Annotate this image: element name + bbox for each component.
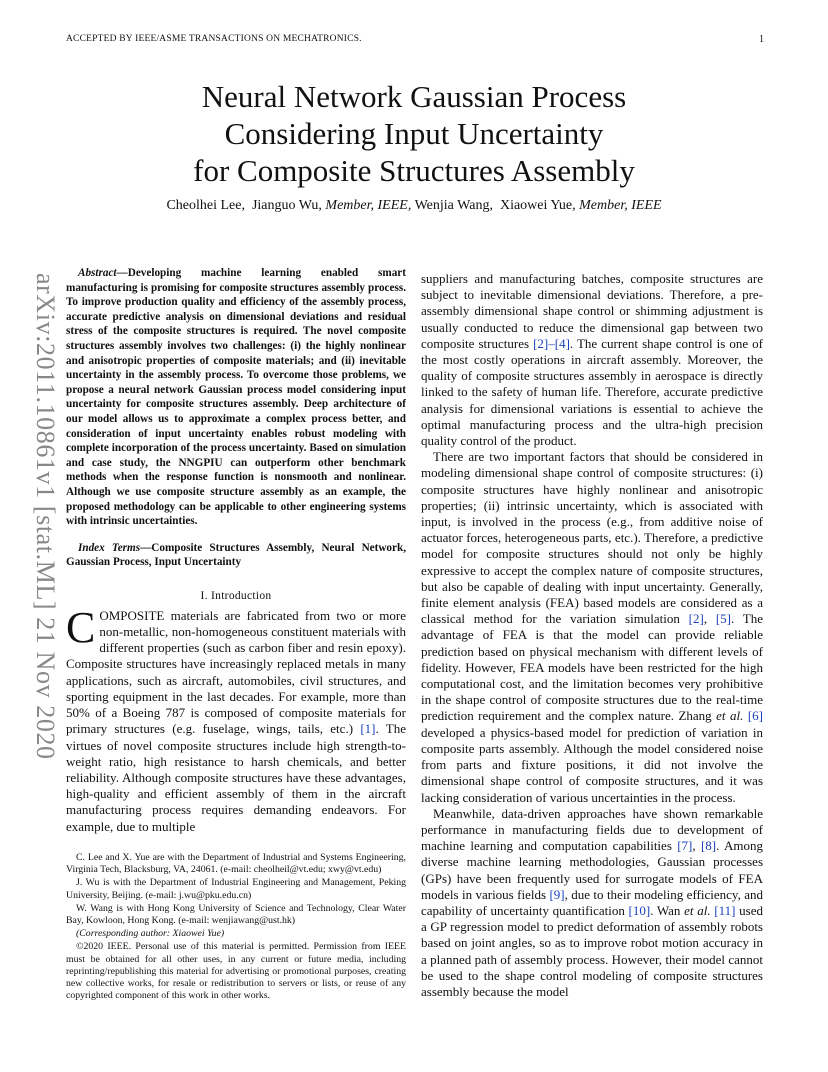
left-column — [66, 266, 406, 835]
citation-link[interactable]: [9] — [549, 886, 565, 902]
section-heading-introduction: I. Introduction — [200, 589, 272, 602]
title-line-1: Neural Network Gaussian Process — [201, 79, 627, 114]
paragraph-3 — [421, 806, 763, 1000]
citation-link[interactable]: [6] — [747, 708, 763, 724]
citation-link[interactable]: [2] — [688, 611, 704, 627]
citation-link[interactable]: [11] — [714, 902, 736, 918]
p3-text-c: , due to their modeling efficiency, and capability of uncertainty quantification — [421, 886, 763, 918]
author-1: Cheolhei Lee, — [166, 198, 245, 213]
intro-text-2: . The virtues of novel composite structures include high strength-to-weight ratio, high resistance to harsh chemicals, and better reliability. Although composite structures have these advantages, high-quality and efficient assembly of them in the aircraft manufacturing process requires demanding endeavors. For example, due to multiple — [66, 721, 406, 834]
citation-link[interactable]: [1] — [360, 721, 376, 737]
footnote-copyright: ©2020 IEEE. Personal use of this material is permitted. Permission from IEEE must be obtained for all other uses, in any current or future media, including reprinting/republishing this material for advertising or promotional purposes, creating new collective works, for resale or redistribution to servers or lists, or reuse of any copyrighted component of this work in other works. — [66, 941, 406, 1002]
footnote-affiliation-1: C. Lee and X. Yue are with the Department of Industrial and Systems Engineering, Virginia Tech, Blacksburg, VA, 24061. (e-mail: cheolheil@vt.edu; xwy@vt.edu) — [66, 852, 406, 876]
intro-paragraph — [66, 602, 406, 835]
p2-text-a: There are two important factors that should be considered in modeling dimensional shape control of composite structures: (i) composite structures have highly nonlinear and anisotropic properties; (ii) intrinsic uncertainty, which is associated with input, is involved in the process (e.g., from additive noise of actuator forces, heterogeneous parts, etc.). Therefore, a predictive model for composite structures should not only be highly expressive to accept the complex nature of composite structures, but also be capable of dealing with input uncertainty. Generally, finite element analysis (FEA) based models are considered as a classical method for the variation simulation — [421, 449, 763, 627]
title-line-2: Considering Input Uncertainty — [224, 116, 604, 151]
abstract-text: —Developing machine learning enabled smart manufacturing is promising for composite structures assembly process. To improve production quality and efficiency of the assembly process, accurate predictive analysis on dimensional deviations and residual stress of the composite structures is required. The novel composite structures assembly involves two challenges: (i) the highly nonlinear and anisotropic properties of composite materials; and (ii) inevitable uncertainty in the assembly process. To overcome those problems, we propose a neural network Gaussian process model considering input uncertainty for composite structures assembly. Deep architecture of our model allows us to approximate a complex process better, and consideration of input uncertainty enables robust modeling with complete incorporation of the process uncertainty. Based on simulation and case study, the NNGPIU can outperform other benchmark methods when the response function is nonsmooth and nonlinear. Although we use composite structure assembly as an example, the proposed methodology can be applicable to other engineering systems with intrinsic uncertainties. — [66, 267, 406, 528]
author-list — [0, 198, 828, 214]
footnote-corresponding — [66, 928, 406, 940]
index-terms-label: Index Terms — [78, 541, 141, 554]
paper-title — [0, 78, 828, 189]
drop-cap: C — [66, 602, 96, 652]
corresponding-author: (Corresponding author: Xiaowei Yue) — [76, 928, 225, 940]
running-header: ACCEPTED BY IEEE/ASME TRANSACTIONS ON MECHATRONICS. — [66, 34, 362, 44]
p1-text-a: suppliers and manufacturing batches, composite structures are subject to inevitable dimensional deviations. Therefore, a pre-assembly dimensional shape control or shimming adjustment is usually conducted to reduce the dimensional gap between two composite structures — [421, 271, 763, 351]
index-terms-text: —Composite Structures Assembly, Neural Network, Gaussian Process, Input Uncertainty — [66, 541, 406, 569]
p1-text-b: . The current shape control is one of the most costly operations in aircraft assembly. Moreover, the quality of composite structures assembly in aerospace is directly linked to the safety of human life. Therefore, accurate predictive analysis for dimensional variations is essential to achieve the optimal manufacturing process and the ultra-high precision quality control of the product. — [421, 335, 763, 449]
right-column — [421, 271, 763, 1000]
p3-sep: , — [692, 838, 701, 854]
citation-link[interactable]: [5] — [715, 611, 732, 627]
p3-text-e: used a GP regression model to predict deformation of assembly robots based on joint angles, so as to improve robot motion accuracy in a planned path of assembly process. However, their model cannot be used to the shape control modeling of composite structures assembly because the model — [421, 902, 764, 999]
p3-text-b: . Among diverse machine learning methodologies, Gaussian processes (GPs) have been frequently used for surrogate models of FEA models in various fields — [421, 838, 763, 902]
paragraph-1 — [421, 271, 763, 449]
footnote-affiliation-3: W. Wang is with Hong Kong University of Science and Technology, Clear Water Bay, Kowloon, Hong Kong. (e-mail: wenjiawang@ust.hk) — [66, 902, 406, 927]
p3-text-d: . Wan — [650, 902, 685, 918]
paragraph-2 — [421, 449, 763, 805]
author-3: Wenjia Wang, — [414, 198, 493, 213]
author-2: Jianguo Wu, — [251, 198, 322, 213]
citation-link[interactable]: [10] — [628, 902, 651, 918]
title-line-3: for Composite Structures Assembly — [193, 153, 635, 188]
citation-link[interactable]: [8] — [700, 838, 717, 854]
intro-text-1: OMPOSITE materials are fabricated from two or more non-metallic, non-homogeneous constituent materials with different properties (such as carbon fiber and resin epoxy). Composite structures have increasingly replaced metals in many applications, such as aircraft, automobiles, civil structures, and sporting equipment in the last decades. For example, more than 50% of a Boeing 787 is composed of composite materials for primary structures (e.g. fuselage, wings, tails, etc.) — [66, 607, 406, 737]
citation-link[interactable]: [2]–[4] — [533, 335, 570, 351]
author-4: Xiaowei Yue, — [499, 198, 576, 213]
page-number: 1 — [759, 34, 764, 45]
p3-text-a: Meanwhile, data-driven approaches have shown remarkable performance in manufacturing fields due to development of machine learning and computation capabilities — [421, 805, 763, 854]
p2-sep: , — [703, 611, 716, 627]
et-al: et al. — [684, 902, 711, 918]
index-terms — [66, 541, 406, 570]
p2-text-b: . The advantage of FEA is that the model can provide reliable prediction based on physical mechanism with different levels of fidelity. However, FEA models have been restricted for the high computational cost, and the limitation becomes very prohibitive in the shape control of composite structures due to the real-time prediction requirement and the complex nature. Zhang — [421, 611, 763, 724]
arxiv-stamp — [20, 273, 60, 773]
footnotes — [66, 852, 406, 1003]
author-2-role: Member, IEEE, — [325, 198, 412, 213]
et-al: et al. — [716, 708, 744, 724]
abstract — [66, 266, 406, 529]
citation-link[interactable]: [7] — [677, 838, 693, 854]
p2-text-c: developed a physics-based model for prediction of variation in composite parts assembly. Although the model considered noise from parts and fixture positions, it did not involve the dimensional shape control of composite structures, and it was lacking consideration of various uncertainties in the process. — [421, 724, 763, 805]
footnote-affiliation-2: J. Wu is with the Department of Industrial Engineering and Management, Peking University, Beijing. (e-mail: j.wu@pku.edu.cn) — [66, 877, 406, 901]
abstract-label: Abstract — [78, 267, 117, 279]
author-4-role: Member, IEEE — [579, 198, 662, 213]
arxiv-stamp-text: arXiv:2011.10861v1 [stat.ML] 21 Nov 2020 — [31, 273, 60, 760]
